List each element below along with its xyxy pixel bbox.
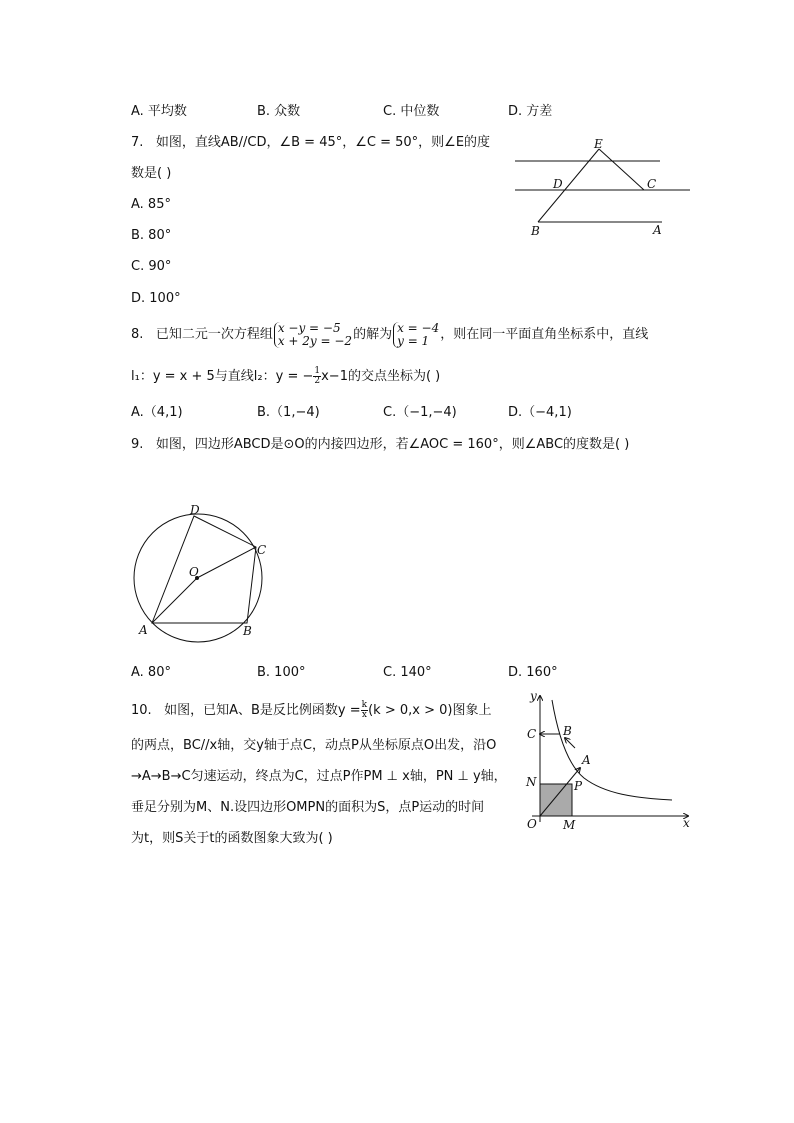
q8-fraction — [313, 367, 321, 386]
q8-number: 8. — [131, 327, 144, 342]
q9-label-d: D — [190, 503, 200, 517]
q10-line1 — [131, 698, 491, 724]
q9-label-c: C — [257, 543, 267, 557]
q10-fraction — [361, 701, 368, 720]
q9-stem: 如图，四边形ABCD是⊙O的内接四边形，若∠AOC = 160°，则∠ABC的度数是( ) — [155, 437, 630, 452]
q9-number: 9. — [131, 437, 144, 452]
q7-label-e: E — [594, 137, 603, 151]
q8-system-solution — [393, 322, 439, 348]
q7-line1 — [131, 134, 490, 152]
q9-label-a: A — [139, 623, 148, 637]
q7-option-d[interactable]: D. 100° — [131, 291, 181, 306]
q7-figure — [510, 135, 695, 240]
q10-line3: →A→B→C匀速运动，终点为C，过点P作PM ⊥ x轴，PN ⊥ y轴， — [131, 769, 507, 784]
q10-line1-a: 如图，已知A、B是反比例函数y = — [164, 703, 361, 718]
q6-option-a[interactable]: A. 平均数 — [131, 104, 187, 119]
q7-line2: 数是( ) — [131, 166, 172, 181]
q8-frac-den: 2 — [314, 376, 321, 386]
q8-frac-num: 1 — [314, 366, 321, 376]
q10-label-n: N — [526, 775, 537, 789]
q7-number: 7. — [131, 135, 144, 150]
q9-option-a[interactable]: A. 80° — [131, 665, 171, 680]
q8-sys2-eq2: y = 1 — [397, 333, 430, 348]
q10-frac-den: x — [361, 710, 367, 720]
q10-line4: 垂足分别为M、N.设四边形OMPN的面积为S，点P运动的时间 — [131, 800, 485, 815]
q10-figure — [520, 690, 695, 835]
q7-option-b[interactable]: B. 80° — [131, 228, 172, 243]
q9-figure — [128, 498, 278, 643]
q8-middle: 的解为 — [353, 327, 393, 342]
q8-line2 — [131, 364, 440, 390]
q7-label-a: A — [653, 223, 662, 237]
q8-option-d[interactable]: D.（−4,1) — [508, 405, 572, 420]
q8-option-a[interactable]: A.（4,1) — [131, 405, 183, 420]
q8-sys2-eq1: x = −4 — [397, 320, 440, 335]
q9-label-o: O — [189, 565, 199, 579]
q8-sys1-eq1: x −y = −5 — [277, 320, 341, 335]
q10-label-a: A — [582, 753, 591, 767]
q10-label-x: x — [683, 816, 690, 830]
q8-option-c[interactable]: C.（−1,−4) — [383, 405, 457, 420]
q8-option-b[interactable]: B.（1,−4) — [257, 405, 320, 420]
q10-label-y: y — [530, 689, 537, 703]
q10-label-b: B — [563, 724, 572, 738]
q10-label-m: M — [563, 818, 576, 832]
q9-line1 — [131, 436, 629, 454]
q9-label-b: B — [243, 624, 252, 638]
q10-line5: 为t，则S关于t的函数图象大致为( ) — [131, 831, 333, 846]
q10-label-c: C — [527, 727, 537, 741]
q10-number: 10. — [131, 703, 152, 718]
q8-system-equations — [274, 322, 352, 348]
q8-sys1-eq2: x + 2y = −2 — [277, 333, 353, 348]
q7-option-a[interactable]: A. 85° — [131, 197, 171, 212]
q10-frac-num: k — [361, 700, 368, 710]
q7-label-c: C — [647, 177, 657, 191]
q8-line2-part2: x−1的交点坐标为( ) — [321, 369, 441, 384]
q7-stem: 如图，直线AB//CD，∠B = 45°，∠C = 50°，则∠E的度 — [155, 135, 491, 150]
q9-option-d[interactable]: D. 160° — [508, 665, 558, 680]
q9-option-c[interactable]: C. 140° — [383, 665, 432, 680]
q7-option-c[interactable]: C. 90° — [131, 259, 172, 274]
q10-label-p: P — [574, 779, 583, 793]
q8-suffix: ，则在同一平面直角坐标系中，直线 — [440, 327, 649, 342]
q8-line1 — [131, 318, 648, 352]
q9-option-b[interactable]: B. 100° — [257, 665, 306, 680]
q10-line1-b: (k > 0,x > 0)图象上 — [368, 703, 492, 718]
q10-line2: 的两点，BC//x轴，交y轴于点C，动点P从坐标原点O出发，沿O — [131, 738, 497, 753]
q7-label-b: B — [531, 224, 540, 238]
q7-label-d: D — [553, 177, 563, 191]
q10-label-o: O — [527, 817, 537, 831]
q6-option-d[interactable]: D. 方差 — [508, 104, 553, 119]
q8-line2-part1: l₁：y = x + 5与直线l₂：y = − — [131, 369, 314, 384]
q8-prefix: 已知二元一次方程组 — [155, 327, 273, 342]
q6-option-b[interactable]: B. 众数 — [257, 104, 301, 119]
q6-option-c[interactable]: C. 中位数 — [383, 104, 440, 119]
